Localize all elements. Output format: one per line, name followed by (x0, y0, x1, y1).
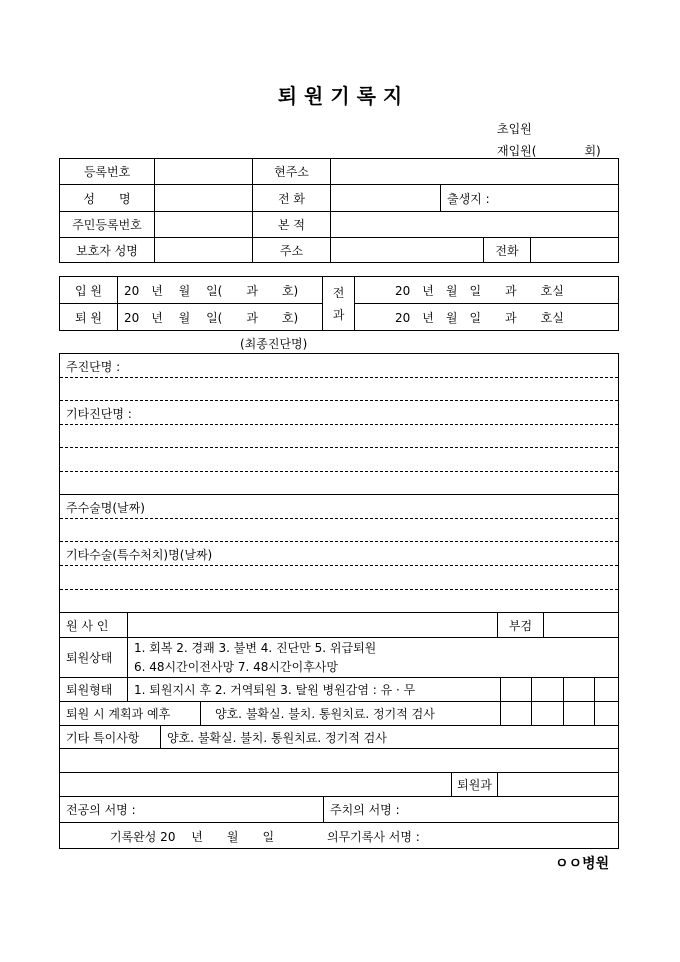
first-admission: 초입원 (497, 122, 532, 136)
resident-signature[interactable]: 전공의 서명 : (59, 796, 324, 823)
label-status: 퇴원상태 (59, 637, 128, 678)
main-diagnosis-label: 주진단명 : (66, 360, 121, 374)
readmission: 재입원( 회) (497, 144, 601, 158)
label-guardian: 보호자 성명 (59, 237, 155, 263)
admission-date[interactable]: 20 년 월 일( 과 호) (117, 276, 323, 304)
label-guardian-address: 주소 (252, 237, 331, 263)
label-guardian-phone: 전화 (483, 237, 531, 263)
plan-options[interactable]: 양호. 불확실. 불치. 통원치료. 정기적 검사 (200, 701, 501, 726)
address-field[interactable] (330, 158, 619, 185)
dept-field[interactable] (497, 772, 619, 797)
label-autopsy: 부검 (497, 612, 544, 638)
guardian-phone-field[interactable] (530, 237, 619, 263)
check-box[interactable] (500, 701, 532, 726)
other-notes-options[interactable]: 양호. 불확실. 불치. 통원치료. 정기적 검사 (160, 725, 619, 749)
status-line-1: 1. 회복 2. 경쾌 3. 불변 4. 진단만 5. 위급퇴원 (134, 640, 377, 655)
diagnosis-box (59, 353, 619, 613)
check-box[interactable] (594, 701, 619, 726)
other-surgery-label: 기타수술(특수처치)명(날짜) (66, 548, 213, 562)
name-field[interactable] (154, 184, 253, 212)
other-diagnosis-label: 기타진단명 : (66, 407, 132, 421)
transfer-1[interactable]: 20 년 월 일 과 호실 (354, 276, 619, 304)
check-box[interactable] (563, 701, 595, 726)
check-box[interactable] (563, 677, 595, 702)
check-box[interactable] (531, 677, 564, 702)
label-domicile: 본 적 (252, 211, 331, 238)
label-admission: 입 원 (59, 276, 118, 304)
check-box[interactable] (531, 701, 564, 726)
label-transfer: 전 과 (322, 276, 355, 331)
label-reg-no: 등록번호 (59, 158, 155, 185)
guardian-address-field[interactable] (330, 237, 484, 263)
discharge-date[interactable]: 20 년 월 일( 과 호) (117, 303, 323, 331)
main-surgery-label: 주수술명(날짜) (66, 501, 145, 515)
final-diagnosis-heading: (최종진단명) (240, 337, 308, 351)
transfer-2[interactable]: 20 년 월 일 과 호실 (354, 303, 619, 331)
label-rrn: 주민등록번호 (59, 211, 155, 238)
label-discharge: 퇴 원 (59, 303, 118, 331)
label-other-notes: 기타 특이사항 (59, 725, 161, 749)
form-title: 퇴 원 기 록 지 (277, 84, 403, 108)
status-options[interactable] (127, 637, 619, 678)
blank-row[interactable] (59, 748, 619, 773)
hospital-name: ㅇㅇ병원 (555, 856, 610, 872)
label-name: 성 명 (59, 184, 155, 212)
type-options[interactable]: 1. 퇴원지시 후 2. 거역퇴원 3. 탈원 병원감염 : 유 · 무 (127, 677, 501, 702)
birthplace-field[interactable]: 출생지 : (440, 184, 619, 212)
check-box[interactable] (594, 677, 619, 702)
completion-date[interactable]: 기록완성 20 년 월 일 (110, 830, 275, 844)
label-plan: 퇴원 시 계획과 예후 (59, 701, 201, 726)
blank-field[interactable] (59, 772, 452, 797)
label-address: 현주소 (252, 158, 331, 185)
label-phone: 전 화 (252, 184, 331, 212)
label-type: 퇴원형태 (59, 677, 128, 702)
autopsy-field[interactable] (543, 612, 619, 638)
label-dept: 퇴원과 (451, 772, 498, 797)
records-signature[interactable]: 의무기록사 서명 : (327, 830, 420, 844)
attending-signature[interactable]: 주치의 서명 : (323, 796, 619, 823)
rrn-field[interactable] (154, 211, 253, 238)
check-box[interactable] (500, 677, 532, 702)
cause-field[interactable] (127, 612, 498, 638)
domicile-field[interactable] (330, 211, 619, 238)
phone-field[interactable] (330, 184, 441, 212)
status-line-2: 6. 48시간이전사망 7. 48시간이후사망 (134, 659, 338, 674)
reg-no-field[interactable] (154, 158, 253, 185)
label-cause: 원 사 인 (59, 612, 128, 638)
guardian-field[interactable] (154, 237, 253, 263)
